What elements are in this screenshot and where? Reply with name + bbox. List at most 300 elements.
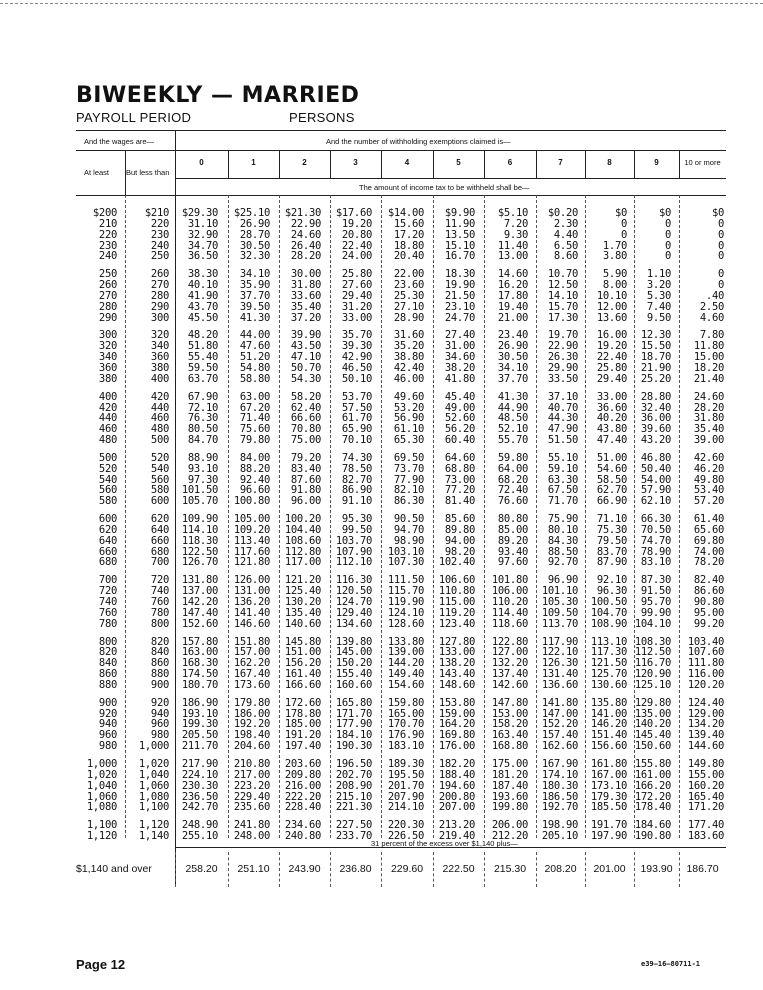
- tax-cell: 111.80: [687, 657, 724, 670]
- tax-cell: 138.20: [438, 657, 475, 670]
- tax-cell: 106.60: [438, 574, 475, 587]
- tax-cell: 34.60: [444, 351, 475, 364]
- but-less-than-cell: 720: [150, 574, 169, 587]
- tax-cell: 122.50: [181, 545, 218, 558]
- tax-cell: 19.20: [596, 340, 627, 353]
- tax-cell: 51.80: [187, 340, 218, 353]
- but-less-than-cell: 920: [150, 696, 169, 709]
- tax-cell: 116.70: [634, 657, 671, 670]
- tax-cell: 177.90: [335, 718, 372, 731]
- tax-cell: 50.10: [341, 372, 372, 385]
- tax-cell: 112.10: [335, 556, 372, 569]
- tax-cell: 26.90: [497, 340, 528, 353]
- at-least-cell: 360: [98, 361, 117, 374]
- tax-cell: 87.90: [596, 556, 627, 569]
- at-least-cell: 280: [98, 300, 117, 313]
- tax-cell: 43.80: [596, 423, 627, 436]
- at-least-cell: 960: [98, 729, 117, 742]
- tax-cell: 45.50: [187, 311, 218, 324]
- tax-cell: 17.20: [393, 228, 424, 241]
- tax-cell: 144.20: [387, 657, 424, 670]
- tax-cell: 198.90: [541, 819, 578, 832]
- tax-cell: 35.70: [341, 329, 372, 342]
- tax-cell: 210.80: [233, 757, 270, 770]
- tax-cell: 117.30: [590, 646, 627, 659]
- tax-cell: 66.60: [290, 412, 321, 425]
- tax-cell: 92.40: [239, 473, 270, 486]
- but-less-than-cell: 840: [150, 646, 169, 659]
- tax-cell: 29.40: [596, 372, 627, 385]
- tax-cell: 54.80: [239, 361, 270, 374]
- over-value-cell: 258.20: [185, 863, 218, 875]
- tax-cell: 49.00: [444, 401, 475, 414]
- tax-cell: 149.40: [387, 668, 424, 681]
- tax-cell: 130.20: [284, 596, 321, 608]
- tax-cell: $25.10: [233, 207, 270, 219]
- tax-cell: 114.40: [491, 606, 528, 619]
- tax-cell: 209.80: [284, 768, 321, 781]
- tax-cell: 22.00: [393, 268, 424, 281]
- tax-cell: 50.40: [640, 462, 671, 475]
- tax-cell: 123.40: [438, 617, 475, 630]
- at-least-cell: 900: [98, 696, 117, 709]
- tax-cell: 229.40: [233, 790, 270, 803]
- table-row: [76, 464, 726, 475]
- tax-cell: 17.30: [547, 311, 578, 324]
- tax-cell: 40.20: [596, 412, 627, 425]
- tax-cell: 139.00: [387, 646, 424, 659]
- table-row: [76, 698, 726, 709]
- but-less-than-cell: 520: [150, 451, 169, 464]
- column-header: 5: [456, 158, 461, 167]
- tax-cell: 56.90: [393, 412, 424, 425]
- at-least-cell: 1,020: [86, 768, 117, 781]
- but-less-than-cell: 620: [150, 513, 169, 526]
- tax-cell: 197.90: [590, 830, 627, 843]
- tax-cell: 35.40: [290, 300, 321, 313]
- row-group: [76, 208, 726, 262]
- but-less-than-cell: 240: [150, 239, 169, 252]
- tax-cell: $0: [711, 207, 724, 219]
- tax-cell: 157.80: [181, 635, 218, 648]
- tax-cell: 165.40: [687, 790, 724, 803]
- tax-cell: 149.80: [687, 757, 724, 770]
- tax-cell: 54.60: [596, 462, 627, 475]
- tax-cell: 35.90: [239, 279, 270, 292]
- but-less-than-cell: 1,000: [138, 740, 169, 753]
- column-rule: [679, 195, 680, 838]
- tax-cell: 39.90: [290, 329, 321, 342]
- tax-cell: 8.60: [553, 250, 578, 263]
- column-rule: [484, 195, 485, 838]
- tax-cell: 30.50: [497, 351, 528, 364]
- at-least-cell: 980: [98, 740, 117, 753]
- tax-cell: 115.00: [438, 596, 475, 608]
- tax-cell: 103.40: [687, 635, 724, 648]
- tax-cell: 224.10: [181, 768, 218, 781]
- over-row-rule: [279, 852, 280, 887]
- table-row: [76, 741, 726, 752]
- tax-cell: 70.80: [290, 423, 321, 436]
- payroll-period-label: PAYROLL PERIOD: [76, 110, 192, 125]
- but-less-than-cell: 880: [150, 668, 169, 681]
- tax-cell: 40.10: [187, 279, 218, 292]
- tax-cell: 215.10: [335, 790, 372, 803]
- at-least-cell: 500: [98, 451, 117, 464]
- tax-cell: 121.80: [233, 556, 270, 569]
- tax-cell: 80.10: [547, 523, 578, 536]
- at-least-cell: 260: [98, 279, 117, 292]
- tax-cell: 133.00: [438, 646, 475, 659]
- at-least-cell: 720: [98, 585, 117, 598]
- tax-cell: 28.70: [239, 228, 270, 241]
- tax-cell: 139.40: [687, 729, 724, 742]
- at-least-cell: 1,100: [86, 819, 117, 832]
- amount-header: The amount of income tax to be withheld shall be—: [359, 183, 530, 192]
- at-least-cell: 940: [98, 718, 117, 731]
- tax-cell: 16.70: [444, 250, 475, 263]
- tax-cell: 68.80: [444, 462, 475, 475]
- tax-cell: 105.30: [541, 596, 578, 608]
- tax-cell: 125.40: [284, 585, 321, 598]
- tax-cell: 80.50: [187, 423, 218, 436]
- tax-cell: 144.60: [687, 740, 724, 753]
- tax-cell: 242.70: [181, 801, 218, 814]
- tax-cell: 61.40: [693, 513, 724, 526]
- tax-cell: 19.20: [341, 217, 372, 230]
- table-row: [76, 313, 726, 324]
- tax-cell: 129.80: [634, 696, 671, 709]
- tax-cell: 49.80: [693, 473, 724, 486]
- but-less-than-cell: 220: [150, 217, 169, 230]
- at-least-cell: 660: [98, 545, 117, 558]
- at-least-cell: 700: [98, 574, 117, 587]
- tax-cell: 132.20: [491, 657, 528, 670]
- tax-cell: 44.00: [239, 329, 270, 342]
- tax-cell: 188.40: [438, 768, 475, 781]
- column-rule: [228, 195, 229, 838]
- amount-header-rule-bottom: [76, 195, 726, 196]
- tax-cell: 10.70: [547, 268, 578, 281]
- tax-cell: 145.80: [284, 635, 321, 648]
- table-body: [76, 208, 726, 849]
- tax-cell: 155.80: [634, 757, 671, 770]
- tax-cell: 5.90: [602, 268, 627, 281]
- at-least-cell: 440: [98, 412, 117, 425]
- tax-cell: 11.90: [444, 217, 475, 230]
- tax-cell: 166.60: [284, 678, 321, 691]
- tax-cell: 52.10: [497, 423, 528, 436]
- but-less-than-cell: 290: [150, 300, 169, 313]
- tax-cell: 11.40: [497, 239, 528, 252]
- but-less-than-cell: 940: [150, 707, 169, 720]
- tax-cell: 109.20: [233, 523, 270, 536]
- tax-cell: 0: [620, 217, 627, 230]
- tax-cell: 88.90: [187, 451, 218, 464]
- but-less-than-cell: 900: [150, 678, 169, 691]
- over-label: $1,140 and over: [76, 863, 152, 875]
- tax-cell: 18.20: [693, 361, 724, 374]
- tax-cell: 36.00: [640, 412, 671, 425]
- tax-cell: 199.80: [491, 801, 528, 814]
- tax-cell: 83.10: [640, 556, 671, 569]
- tax-cell: 96.90: [547, 574, 578, 587]
- tax-cell: 105.70: [181, 495, 218, 508]
- tax-cell: 57.50: [341, 401, 372, 414]
- tax-cell: 107.90: [335, 545, 372, 558]
- tax-cell: 109.90: [181, 513, 218, 526]
- tax-cell: 91.80: [290, 484, 321, 497]
- tax-cell: 92.70: [547, 556, 578, 569]
- tax-cell: 96.30: [596, 585, 627, 598]
- tax-cell: 15.50: [640, 340, 671, 353]
- but-less-than-cell: 300: [150, 311, 169, 324]
- tax-cell: 128.60: [387, 617, 424, 630]
- table-row: [76, 557, 726, 568]
- tax-cell: 0: [717, 239, 724, 252]
- tax-cell: 84.00: [239, 451, 270, 464]
- tax-cell: 150.60: [634, 740, 671, 753]
- tax-cell: 24.60: [693, 390, 724, 403]
- tax-cell: 93.40: [497, 545, 528, 558]
- tax-cell: 25.20: [640, 372, 671, 385]
- table-row: [76, 302, 726, 313]
- tax-cell: 31.60: [393, 329, 424, 342]
- tax-cell: 125.10: [634, 678, 671, 691]
- tax-cell: 191.20: [284, 729, 321, 742]
- tax-cell: 205.10: [541, 830, 578, 843]
- tax-cell: 31.20: [341, 300, 372, 313]
- tax-cell: 124.40: [687, 696, 724, 709]
- tax-cell: 150.20: [335, 657, 372, 670]
- tax-cell: 25.80: [341, 268, 372, 281]
- tax-cell: 120.20: [687, 678, 724, 691]
- tax-cell: 136.60: [541, 678, 578, 691]
- excess-note: 31 percent of the excess over $1,140 plus—: [371, 839, 518, 848]
- tax-cell: 9.30: [503, 228, 528, 241]
- over-row-rule: [484, 852, 485, 887]
- tax-cell: 41.80: [444, 372, 475, 385]
- tax-cell: 26.40: [290, 239, 321, 252]
- tax-cell: 142.60: [491, 678, 528, 691]
- tax-cell: 217.90: [181, 757, 218, 770]
- tax-cell: 68.20: [497, 473, 528, 486]
- tax-cell: 86.30: [393, 495, 424, 508]
- tax-cell: 67.90: [187, 390, 218, 403]
- tax-cell: 4.40: [553, 228, 578, 241]
- over-value-cell: 193.90: [640, 863, 673, 875]
- row-group: [76, 269, 726, 323]
- but-less-than-cell: 260: [150, 268, 169, 281]
- tax-cell: 59.50: [187, 361, 218, 374]
- row-group: [76, 330, 726, 384]
- tax-cell: 69.80: [693, 534, 724, 547]
- tax-cell: 15.60: [393, 217, 424, 230]
- exemptions-header-rule: [175, 150, 726, 151]
- over-value-cell: 243.90: [288, 863, 321, 875]
- tax-cell: 19.70: [547, 329, 578, 342]
- tax-cell: 141.00: [590, 707, 627, 720]
- tax-cell: 121.20: [284, 574, 321, 587]
- tax-cell: 63.00: [239, 390, 270, 403]
- tax-cell: 39.60: [640, 423, 671, 436]
- tax-cell: 39.50: [239, 300, 270, 313]
- tax-cell: 126.00: [233, 574, 270, 587]
- tax-cell: 51.50: [547, 434, 578, 447]
- tax-cell: 109.50: [541, 606, 578, 619]
- tax-cell: 195.50: [387, 768, 424, 781]
- tax-cell: 0: [664, 228, 671, 241]
- column-rule: [585, 150, 586, 178]
- tax-cell: 24.70: [444, 311, 475, 324]
- tax-cell: 160.20: [687, 779, 724, 792]
- tax-cell: 171.20: [687, 801, 724, 814]
- but-less-than-cell: 1,040: [138, 768, 169, 781]
- tax-cell: 89.80: [444, 523, 475, 536]
- tax-cell: 135.80: [590, 696, 627, 709]
- tax-cell: 165.80: [335, 696, 372, 709]
- but-less-than-cell: 800: [150, 617, 169, 630]
- column-rule: [536, 150, 537, 178]
- tax-cell: 161.80: [590, 757, 627, 770]
- withholding-table: [76, 130, 726, 887]
- but-less-than-cell: 580: [150, 484, 169, 497]
- tax-cell: 18.80: [393, 239, 424, 252]
- tax-cell: 71.40: [239, 412, 270, 425]
- row-group: [76, 453, 726, 507]
- tax-cell: 174.10: [541, 768, 578, 781]
- persons-label: PERSONS: [289, 110, 355, 125]
- tax-cell: 178.80: [284, 707, 321, 720]
- but-less-than-cell: 640: [150, 523, 169, 536]
- tax-cell: $5.10: [497, 207, 528, 219]
- column-header: 3: [353, 158, 358, 167]
- tax-cell: 255.10: [181, 830, 218, 843]
- over-row-rule: [634, 852, 635, 887]
- tax-cell: 152.20: [541, 718, 578, 731]
- over-value-cell: 251.10: [237, 863, 270, 875]
- tax-cell: 194.60: [438, 779, 475, 792]
- tax-cell: 34.10: [497, 361, 528, 374]
- tax-cell: 26.90: [239, 217, 270, 230]
- column-header: 6: [507, 158, 513, 167]
- tax-cell: 0: [664, 239, 671, 252]
- over-value-cell: 222.50: [442, 863, 475, 875]
- tax-cell: 131.00: [233, 585, 270, 598]
- tax-cell: 75.90: [547, 513, 578, 526]
- over-value-cell: 236.80: [339, 863, 372, 875]
- at-least-cell: 1,080: [86, 801, 117, 814]
- tax-cell: 240.80: [284, 830, 321, 843]
- tax-cell: 180.30: [541, 779, 578, 792]
- tax-cell: 62.70: [596, 484, 627, 497]
- tax-cell: 220.30: [387, 819, 424, 832]
- column-header: 10 or more: [684, 158, 721, 167]
- tax-cell: 32.30: [239, 250, 270, 263]
- tax-cell: 1.10: [646, 268, 671, 281]
- tax-cell: 47.10: [290, 351, 321, 364]
- at-least-cell: 580: [98, 495, 117, 508]
- but-less-than-cell: 960: [150, 718, 169, 731]
- tax-cell: 53.40: [693, 484, 724, 497]
- tax-cell: 46.00: [393, 372, 424, 385]
- tax-cell: 50.70: [290, 361, 321, 374]
- amount-header-rule-top: [175, 178, 726, 179]
- tax-cell: 0: [664, 217, 671, 230]
- tax-cell: 1.70: [602, 239, 627, 252]
- column-rule: [330, 150, 331, 178]
- tax-cell: 222.20: [284, 790, 321, 803]
- tax-cell: 82.10: [393, 484, 424, 497]
- but-less-than-cell: 740: [150, 585, 169, 598]
- at-least-label: At least: [84, 168, 110, 177]
- at-least-cell: 860: [98, 668, 117, 681]
- tax-cell: 163.40: [491, 729, 528, 742]
- tax-cell: 171.70: [335, 707, 372, 720]
- tax-cell: 122.80: [491, 635, 528, 648]
- tax-cell: 154.60: [387, 678, 424, 691]
- tax-cell: 248.00: [233, 830, 270, 843]
- tax-cell: 84.30: [547, 534, 578, 547]
- tax-cell: 61.70: [341, 412, 372, 425]
- tax-cell: 233.70: [335, 830, 372, 843]
- table-row: [76, 435, 726, 446]
- tax-cell: 181.20: [491, 768, 528, 781]
- but-less-than-cell: 660: [150, 534, 169, 547]
- tax-cell: 0: [717, 217, 724, 230]
- tax-cell: .40: [705, 289, 724, 302]
- tax-cell: 137.00: [181, 585, 218, 598]
- but-less-than-cell: 1,080: [138, 790, 169, 803]
- tax-cell: 12.00: [596, 300, 627, 313]
- column-rule: [175, 195, 176, 885]
- tax-cell: 190.80: [634, 830, 671, 843]
- row-group: [76, 698, 726, 752]
- tax-cell: 22.90: [547, 340, 578, 353]
- over-row-rule: [381, 852, 382, 887]
- tax-cell: 9.50: [646, 311, 671, 324]
- tax-cell: 167.40: [233, 668, 270, 681]
- tax-cell: 27.40: [444, 329, 475, 342]
- tax-cell: 204.60: [233, 740, 270, 753]
- tax-cell: 14.10: [547, 289, 578, 302]
- tax-cell: 151.40: [590, 729, 627, 742]
- tax-cell: 58.80: [239, 372, 270, 385]
- tax-cell: 96.00: [290, 495, 321, 508]
- tax-cell: 115.70: [387, 585, 424, 598]
- tax-cell: 19.40: [497, 300, 528, 313]
- tax-cell: 55.40: [187, 351, 218, 364]
- tax-cell: 117.00: [284, 556, 321, 569]
- tax-cell: 64.60: [444, 451, 475, 464]
- tax-cell: 141.40: [233, 606, 270, 619]
- tax-cell: 95.30: [341, 513, 372, 526]
- tax-cell: 90.50: [393, 513, 424, 526]
- tax-cell: 78.90: [640, 545, 671, 558]
- tax-cell: 186.00: [233, 707, 270, 720]
- row-group: [76, 820, 726, 842]
- tax-cell: 13.00: [497, 250, 528, 263]
- but-less-than-cell: 230: [150, 228, 169, 241]
- tax-cell: 81.40: [444, 495, 475, 508]
- row-group: [76, 514, 726, 568]
- tax-cell: 45.40: [444, 390, 475, 403]
- tax-cell: 113.70: [541, 617, 578, 630]
- over-row-rule: [330, 852, 331, 887]
- table-row: [76, 374, 726, 385]
- but-less-than-cell: 820: [150, 635, 169, 648]
- tax-cell: 186.50: [541, 790, 578, 803]
